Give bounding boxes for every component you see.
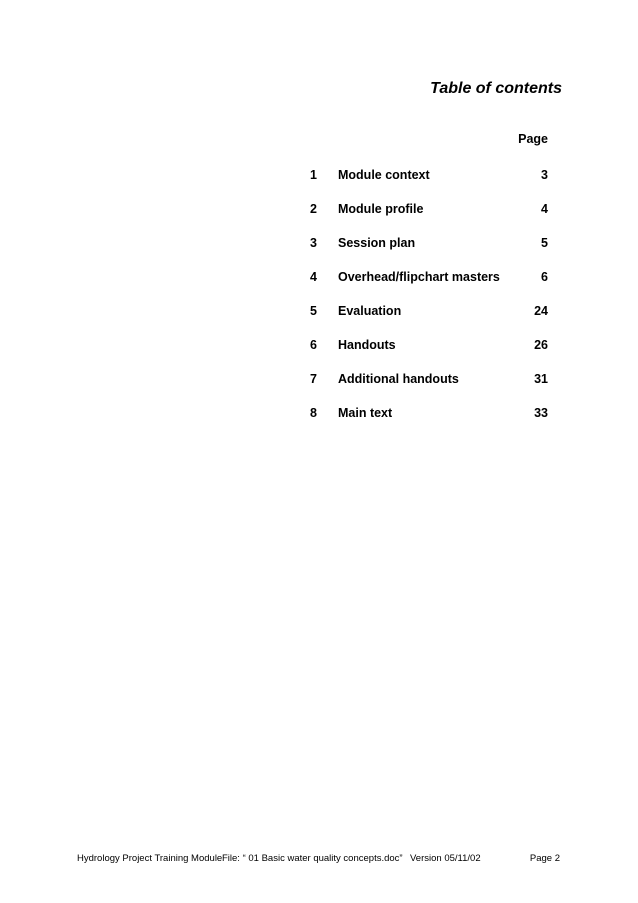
- toc-entry-label: Main text: [338, 406, 393, 420]
- footer-version: Version 05/11/02: [410, 853, 481, 864]
- toc-entry-label: Evaluation: [338, 304, 402, 318]
- footer-module-name: Hydrology Project Training Module: [77, 853, 223, 864]
- toc-entry: [0, 364, 638, 398]
- toc-entry: [0, 398, 638, 432]
- toc-entry-page: 4: [541, 202, 548, 216]
- toc-entry-label: Session plan: [338, 236, 416, 250]
- toc-title: Table of contents: [430, 80, 562, 97]
- toc-entry-label: Overhead/flipchart masters: [338, 270, 500, 284]
- toc-entry-number: 5: [310, 304, 317, 318]
- toc-entry-page: 33: [534, 406, 548, 420]
- toc-entry: [0, 262, 638, 296]
- toc-entry-page: 31: [534, 372, 548, 386]
- toc-entry: [0, 160, 638, 194]
- toc-entry-number: 3: [310, 236, 317, 250]
- toc-entry-label: Handouts: [338, 338, 396, 352]
- toc-entry-number: 1: [310, 168, 317, 182]
- toc-entry-page: 3: [541, 168, 548, 182]
- toc-entry: [0, 330, 638, 364]
- toc-entry-number: 4: [310, 270, 317, 284]
- toc-entry-number: 8: [310, 406, 317, 420]
- toc-entry-label: Module context: [338, 168, 430, 182]
- toc-entry-page: 6: [541, 270, 548, 284]
- toc-entry-number: 2: [310, 202, 317, 216]
- toc-entry: [0, 228, 638, 262]
- footer-file-name: File: “ 01 Basic water quality concepts.doc”: [222, 853, 403, 864]
- toc-entry-page: 26: [534, 338, 548, 352]
- toc-entry-page: 5: [541, 236, 548, 250]
- footer-page-number: Page 2: [529, 853, 560, 864]
- toc-entry-label: Additional handouts: [338, 372, 459, 386]
- toc-entry-label: Module profile: [338, 202, 424, 216]
- toc-entry-number: 7: [310, 372, 317, 386]
- toc-entry: [0, 296, 638, 330]
- toc-list: [0, 160, 638, 432]
- toc-entry-number: 6: [310, 338, 317, 352]
- page-column-heading: Page: [518, 132, 548, 146]
- toc-entry-page: 24: [534, 304, 548, 318]
- toc-entry: [0, 194, 638, 228]
